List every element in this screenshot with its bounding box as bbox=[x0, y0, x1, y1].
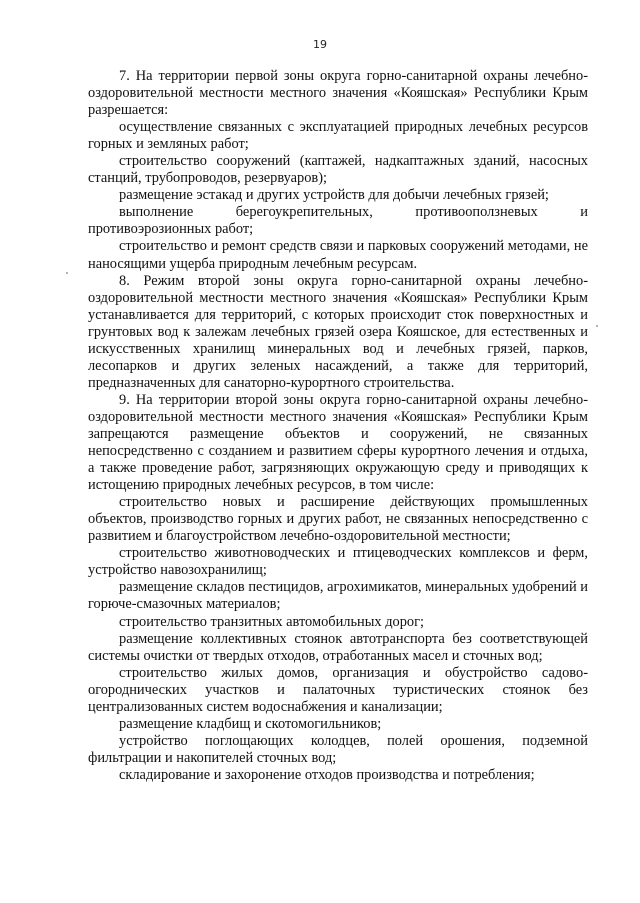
paragraph: 9. На территории второй зоны округа горно-санитарной охраны лечебно-оздоровительной местности местного значения «Кояшская» Республики Крым запрещаются размещение объектов и сооружений, не связанных непосредственно с созданием и развитием сферы курортного лечения и отдыха, а также проведение работ, загрязняющих окружающую среду и приводящих к истощению природных лечебных ресурсов, в том числе: bbox=[88, 391, 588, 494]
paragraph: строительство жилых домов, организация и обустройство садово-огороднических участков и палаточных туристических стоянок без централизованных систем водоснабжения и канализации; bbox=[88, 664, 588, 715]
paragraph: строительство новых и расширение действующих промышленных объектов, производство горных и других работ, не связанных непосредственно с развитием и благоустройством лечебно-оздоровительной местности; bbox=[88, 494, 588, 545]
paragraph: строительство и ремонт средств связи и парковых сооружений методами, не наносящими ущерба природным лечебным ресурсам. bbox=[88, 238, 588, 272]
paragraph: 8. Режим второй зоны округа горно-санитарной охраны лечебно-оздоровительной местности местного значения «Кояшская» Республики Крым устанавливается для территорий, с которых происходит сток поверхностных и грунтовых вод к залежам лечебных грязей озера Кояшское, для естественных и искусственных хранилищ минеральных вод и лечебных грязей, парков, лесопарков и других зеленых насаждений, а также для территорий, предназначенных для санаторно-курортного строительства. bbox=[88, 272, 588, 391]
paragraph: строительство сооружений (каптажей, надкаптажных зданий, насосных станций, трубопроводов, резервуаров); bbox=[88, 153, 588, 187]
page-number: 19 bbox=[313, 38, 327, 51]
paragraph: размещение складов пестицидов, агрохимикатов, минеральных удобрений и горюче-смазочных материалов; bbox=[88, 579, 588, 613]
scan-speck bbox=[596, 325, 598, 327]
paragraph: устройство поглощающих колодцев, полей орошения, подземной фильтрации и накопителей сточных вод; bbox=[88, 732, 588, 766]
paragraph: строительство животноводческих и птицеводческих комплексов и ферм, устройство навозохранилищ; bbox=[88, 545, 588, 579]
paragraph: складирование и захоронение отходов производства и потребления; bbox=[119, 766, 535, 783]
paragraph: 7. На территории первой зоны округа горно-санитарной охраны лечебно-оздоровительной местности местного значения «Кояшская» Республики Крым разрешается: bbox=[88, 68, 588, 119]
paragraph: размещение эстакад и других устройств для добычи лечебных грязей; bbox=[119, 187, 549, 204]
paragraph: осуществление связанных с эксплуатацией природных лечебных ресурсов горных и земляных работ; bbox=[88, 119, 588, 153]
paragraph: размещение коллективных стоянок автотранспорта без соответствующей системы очистки от твердых отходов, отработанных масел и сточных вод; bbox=[88, 630, 588, 664]
paragraph: строительство транзитных автомобильных дорог; bbox=[119, 613, 424, 630]
document-body bbox=[88, 68, 588, 784]
scan-speck bbox=[66, 272, 68, 274]
paragraph: выполнение берегоукрепительных, противооползневых и противоэрозионных работ; bbox=[88, 204, 588, 238]
paragraph: размещение кладбищ и скотомогильников; bbox=[119, 715, 382, 732]
